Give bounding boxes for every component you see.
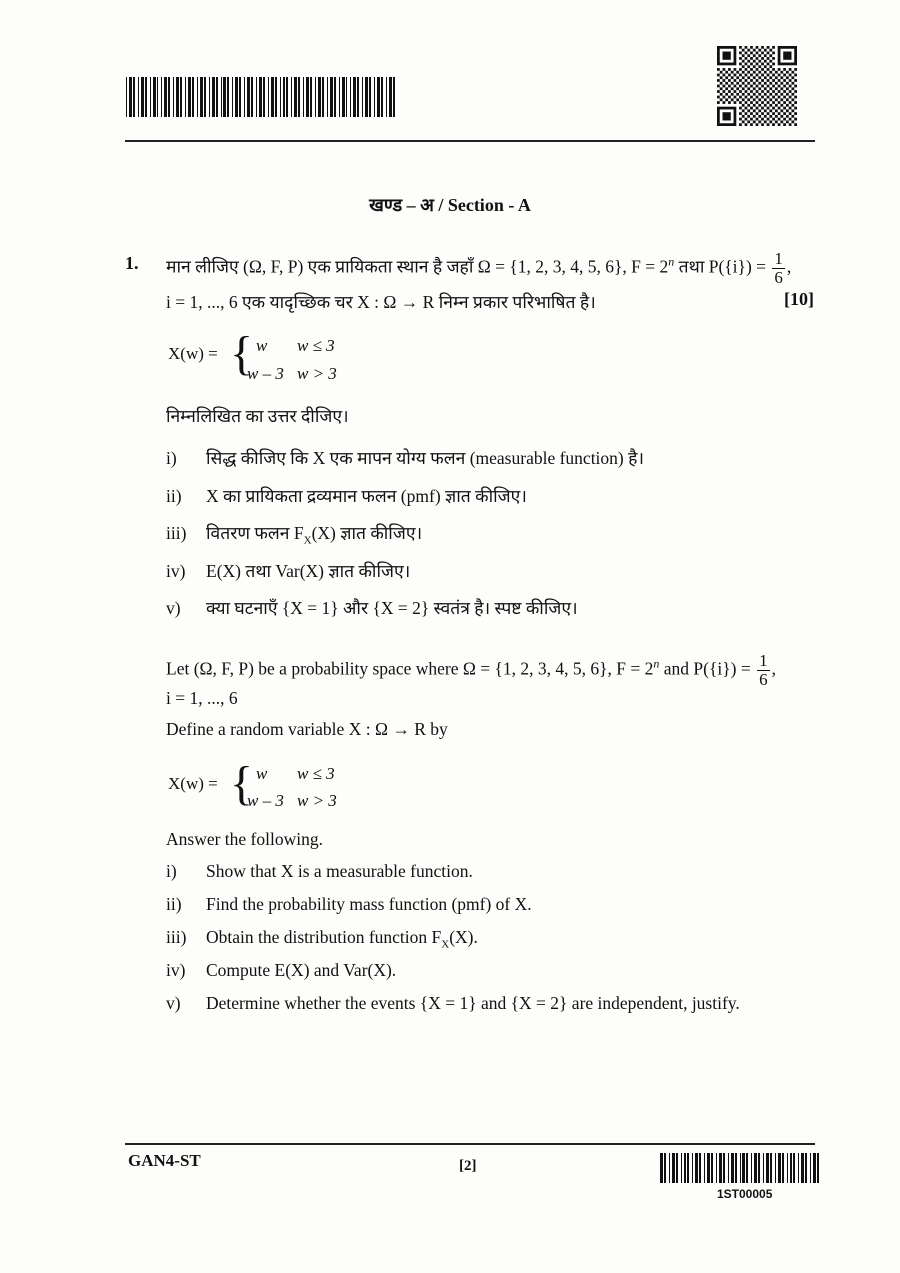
hindi-frac-den: 6 bbox=[774, 267, 783, 287]
english-fraction bbox=[757, 652, 770, 689]
hindi-item-label: i) bbox=[166, 448, 177, 468]
english-item-2 bbox=[166, 894, 532, 915]
hindi-item-label: iii) bbox=[166, 523, 187, 543]
hindi-case2-cond: w > 3 bbox=[297, 364, 337, 383]
hindi-item-label: ii) bbox=[166, 485, 182, 506]
english-item-5 bbox=[166, 993, 740, 1014]
question-number: 1. bbox=[125, 253, 139, 273]
english-case1-cond: w ≤ 3 bbox=[297, 764, 335, 783]
hindi-item-3 bbox=[166, 521, 422, 547]
english-item-4 bbox=[166, 960, 396, 981]
hindi-item-4 bbox=[166, 559, 410, 583]
english-item-text: Determine whether the events {X = 1} and {X = 2} are independent, justify. bbox=[206, 993, 740, 1013]
question-marks: [10] bbox=[784, 289, 814, 309]
hindi-item-text: सिद्ध कीजिए कि X एक मापन योग्य फलन (measurable function) है। bbox=[206, 448, 645, 468]
english-instruction: Answer the following. bbox=[166, 829, 323, 849]
hindi-item-text: E(X) तथा Var(X) ज्ञात कीजिए। bbox=[206, 560, 411, 581]
footer-paper-code: GAN4-ST bbox=[128, 1151, 201, 1170]
hindi-item-1 bbox=[166, 446, 644, 470]
english-def-lhs: X(w) = bbox=[168, 774, 218, 793]
english-item-1 bbox=[166, 861, 473, 882]
hindi-item-text: क्या घटनाएँ {X = 1} और {X = 2} स्वतंत्र है। स्पष्ट कीजिए। bbox=[206, 598, 578, 618]
hindi-item-2 bbox=[166, 484, 527, 508]
english-item-label: i) bbox=[166, 861, 177, 881]
english-case2-cond: w > 3 bbox=[297, 791, 337, 810]
hindi-case1-cond: w ≤ 3 bbox=[297, 336, 335, 355]
english-line-3: Define a random variable X : Ω → R by bbox=[166, 719, 448, 739]
english-case1-val: w bbox=[256, 764, 268, 783]
english-case2-val: w – 3 bbox=[247, 791, 284, 810]
hindi-instruction: निम्नलिखित का उत्तर दीजिए। bbox=[166, 406, 349, 426]
english-item-text: Obtain the distribution function $F_X(X)$. bbox=[206, 927, 478, 951]
hindi-frac-num: 1 bbox=[774, 249, 783, 268]
english-power-n: n bbox=[653, 656, 660, 671]
english-item-label: iv) bbox=[166, 960, 186, 980]
top-barcode bbox=[126, 77, 398, 117]
hindi-item-5 bbox=[166, 596, 578, 620]
hindi-case2-val: w – 3 bbox=[247, 364, 284, 383]
section-title: खण्ड – अ / Section - A bbox=[369, 195, 531, 215]
hindi-item-text: X का प्रायिकता द्रव्यमान फलन (pmf) ज्ञात कीजिए। bbox=[206, 485, 527, 506]
english-frac-num: 1 bbox=[759, 651, 768, 670]
hindi-def-lhs: X(w) = bbox=[168, 344, 218, 363]
footer-divider bbox=[125, 1143, 815, 1145]
hindi-item-label: v) bbox=[166, 598, 181, 618]
english-item-label: v) bbox=[166, 993, 181, 1013]
english-line-1-pre: Let (Ω, F, P) be a probability space where Ω = {1, 2, 3, 4, 5, 6}, F = 2 bbox=[166, 658, 654, 679]
english-def-brace: { bbox=[230, 757, 254, 810]
english-item-text: Find the probability mass function (pmf) of X. bbox=[206, 894, 532, 914]
english-line-1 bbox=[166, 652, 776, 689]
hindi-def-brace: { bbox=[230, 327, 254, 380]
english-line-1-post: and P({i}) = bbox=[659, 658, 751, 679]
header-divider bbox=[125, 140, 815, 142]
hindi-line-1-pre: मान लीजिए (Ω, F, P) एक प्रायिकता स्थान है जहाँ Ω = {1, 2, 3, 4, 5, 6}, F = 2 bbox=[166, 256, 669, 277]
english-frac-den: 6 bbox=[759, 669, 768, 689]
footer-page-number: [2] bbox=[459, 1158, 477, 1174]
english-item-text: Compute E(X) and Var(X). bbox=[206, 960, 397, 980]
english-line-2: i = 1, ..., 6 bbox=[166, 688, 238, 708]
hindi-item-text: वितरण फलन $F_X(X)$ ज्ञात कीजिए। bbox=[206, 523, 423, 547]
english-item-label: ii) bbox=[166, 894, 182, 914]
hindi-line-2: i = 1, ..., 6 एक यादृच्छिक चर X : Ω → R निम्न प्रकार परिभाषित है। bbox=[166, 292, 596, 312]
hindi-line-1 bbox=[166, 250, 791, 287]
english-item-label: iii) bbox=[166, 927, 187, 947]
hindi-fraction bbox=[772, 250, 785, 287]
qr-code bbox=[717, 46, 797, 126]
english-item-3 bbox=[166, 927, 478, 951]
english-frac-tail: , bbox=[771, 658, 776, 679]
hindi-power-n: n bbox=[668, 254, 675, 269]
footer-barcode bbox=[660, 1153, 822, 1183]
hindi-frac-tail: , bbox=[786, 256, 792, 277]
footer-serial-number: 1ST00005 bbox=[717, 1187, 773, 1201]
hindi-case1-val: w bbox=[256, 336, 268, 355]
hindi-item-label: iv) bbox=[166, 560, 186, 581]
hindi-line-1-post: तथा P({i}) = bbox=[674, 256, 767, 277]
english-item-text: Show that X is a measurable function. bbox=[206, 861, 473, 881]
